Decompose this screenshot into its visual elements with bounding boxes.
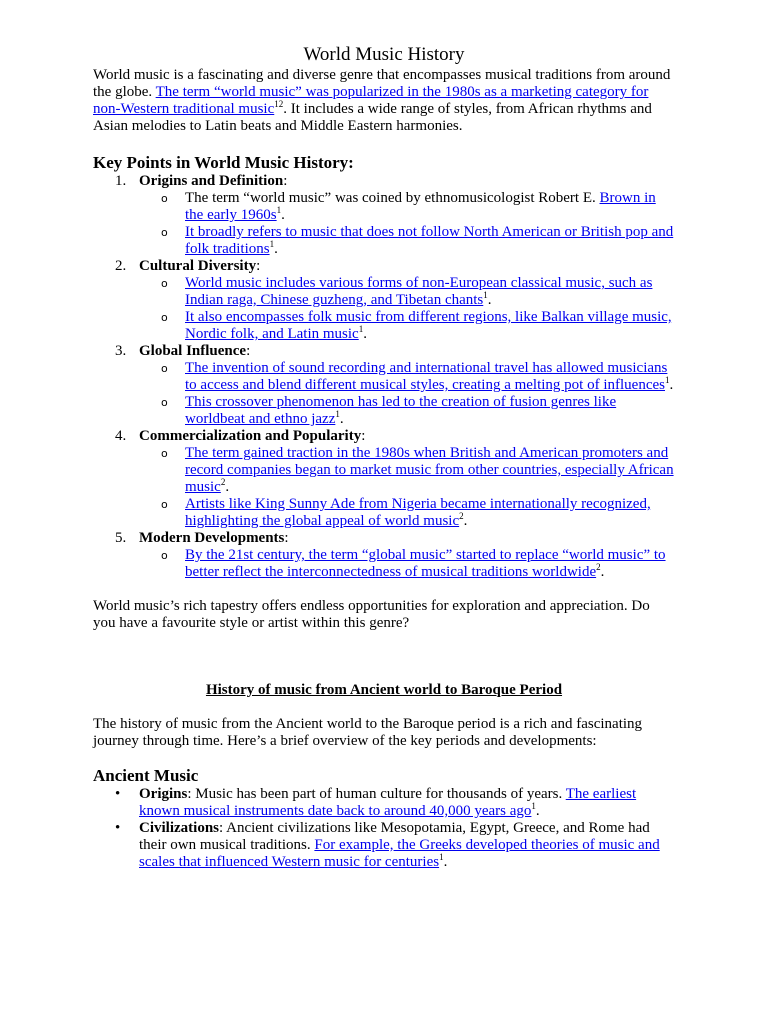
sub-point-item: [139, 309, 675, 343]
sub-point-link[interactable]: It also encompasses folk music from different regions, like Balkan village music, Nordic folk, and Latin music: [185, 309, 672, 342]
sub-point-tail: .: [274, 241, 278, 257]
sub-point-item: [139, 547, 675, 581]
key-point-label: Origins and Definition: [139, 173, 284, 189]
sub-point-link[interactable]: This crossover phenomenon has led to the creation of fusion genres like worldbeat and ethno jazz: [185, 394, 617, 427]
key-point-label: Modern Developments: [139, 530, 285, 546]
sub-point-tail: .: [363, 326, 367, 342]
key-point-item: 3. Global Influence: o The invention of sound recording and international travel has allowed musicians to access and blend different musical styles, creating a melting pot of influences$^1$. o This crossover phenomenon has led to the creation of fusion genres like worldbeat and ethno jazz$^1$.: [115, 343, 674, 427]
footnote-ref[interactable]: 1: [276, 205, 282, 215]
disc-bullet-icon: •: [115, 820, 121, 836]
sub-point-tail: .: [281, 207, 285, 223]
closing-paragraph: World music’s rich tapestry offers endless opportunities for exploration and appreciation. Do you have a favourite style or artist within this genre?: [93, 598, 650, 631]
ancient-item-tail: .: [443, 854, 448, 870]
intro-text: World music is a fascinating and diverse genre that encompasses musical traditions from around the globe.: [93, 67, 671, 100]
document-body: [93, 44, 675, 871]
sub-point-item: [139, 275, 675, 309]
footnote-ref[interactable]: 1: [335, 409, 340, 419]
sub-point-link[interactable]: The invention of sound recording and international travel has allowed musicians to access and blend different musical styles, creating a melting pot of influences: [185, 360, 668, 393]
sub-point-tail: .: [225, 479, 230, 495]
intro-text-end: . It includes a wide range of styles, from African rhythms and Asian melodies to Latin beats and Middle Eastern harmonies.: [93, 101, 652, 134]
disc-bullet-icon: •: [115, 786, 121, 802]
ancient-music-list: [93, 786, 675, 871]
sub-point-list: [139, 360, 675, 428]
circle-bullet-icon: o: [161, 192, 168, 205]
ancient-item-label: Civilizations: [139, 820, 220, 836]
list-number: 3.: [115, 343, 127, 359]
footnote-ref[interactable]: 1: [439, 852, 444, 862]
footnote-ref[interactable]: 2: [459, 511, 464, 521]
footnote-ref[interactable]: 1: [358, 324, 364, 334]
sub-point-tail: .: [669, 377, 674, 393]
circle-bullet-icon: o: [161, 311, 168, 324]
circle-bullet-icon: o: [161, 447, 168, 460]
sub-point-list: [139, 275, 675, 343]
sub-point-item: [139, 224, 675, 258]
circle-bullet-icon: o: [161, 498, 168, 511]
sub-point-link[interactable]: It broadly refers to music that does not follow North American or British pop and folk traditions: [185, 224, 674, 257]
sub-point-link[interactable]: The term gained traction in the 1980s when British and American promoters and record companies began to market music from other countries, especially African music: [185, 445, 674, 495]
circle-bullet-icon: o: [161, 226, 168, 239]
circle-bullet-icon: o: [161, 549, 168, 562]
sub-point-list: [139, 547, 675, 581]
page-title: World Music History: [303, 44, 465, 65]
key-point-item: 1. Origins and Definition: o The term “world music” was coined by ethnomusicologist Robert E. Brown in the early $1960s^1$. o It broadly refers to music that does not follow North American or British pop and folk traditions$^1$.: [115, 173, 674, 257]
sub-point-tail: .: [600, 564, 605, 580]
list-number: 5.: [115, 530, 127, 546]
ancient-item-label: Origins: [139, 786, 188, 802]
sub-point-item: [139, 360, 675, 394]
list-number: 1.: [115, 173, 127, 189]
sub-point-list: [139, 190, 675, 258]
sub-point-tail: .: [463, 513, 468, 529]
sub-point-text: The term “world music” was coined by ethnomusicologist Robert E.: [185, 190, 600, 206]
sub-point-link[interactable]: By the 21st century, the term “global music” started to replace “world music” to better reflect the interconnectedness of musical traditions worldwide: [185, 547, 666, 580]
list-number: 4.: [115, 428, 127, 444]
footnote-ref[interactable]: 12: [274, 99, 284, 109]
ancient-music-item: [93, 786, 675, 820]
ancient-music-heading: Ancient Music: [93, 766, 199, 785]
ancient-item-text: : Music has been part of human culture for thousands of years.: [187, 786, 566, 802]
sub-point-item: [139, 394, 675, 428]
history-intro-paragraph: The history of music from the Ancient world to the Baroque period is a rich and fascinating journey through time. Here’s a brief overview of the key periods and developments:: [93, 716, 643, 749]
key-point-item: 5. Modern Developments: o By the 21st century, the term “global music” started to replace “world music” to better reflect the interconnectedness of musical traditions worldwide$^2$.: [93, 530, 675, 581]
sub-point-link[interactable]: World music includes various forms of non-European classical music, such as Indian raga, Chinese guzheng, and Tibetan chants: [185, 275, 653, 308]
sub-point-tail: .: [339, 411, 344, 427]
ancient-item-link[interactable]: For example, the Greeks developed theories of music and scales that influenced Western music for centuries: [139, 837, 660, 870]
footnote-ref[interactable]: 2: [220, 477, 226, 487]
footnote-ref[interactable]: 1: [269, 239, 275, 249]
sub-point-link[interactable]: Brown in the early 1960s: [185, 190, 656, 223]
key-point-label: Global Influence: [139, 343, 247, 359]
key-point-label: Commercialization and Popularity: [139, 428, 362, 444]
key-point-item: 2. Cultural Diversity: o World music includes various forms of non-European classical music, such as Indian raga, Chinese guzheng, and Tibetan chants$^1$. o It also encompasses folk music from different regions, like Balkan village music, Nordic folk, and Latin music$^1$.: [93, 258, 675, 343]
sub-point-list: [139, 445, 675, 530]
intro-paragraph: [93, 67, 675, 135]
ancient-item-link[interactable]: The earliest known musical instruments date back to around 40,000 years ago: [139, 786, 637, 819]
sub-point-tail: .: [487, 292, 492, 308]
ancient-item-text: : Ancient civilizations like Mesopotamia, Egypt, Greece, and Rome had their own musical traditions.: [139, 820, 650, 853]
circle-bullet-icon: o: [161, 396, 168, 409]
sub-point-item: [139, 496, 675, 530]
footnote-ref[interactable]: 1: [665, 375, 670, 385]
sub-point-item: [139, 445, 675, 496]
sub-point-item: [139, 190, 675, 224]
key-point-item: 4. Commercialization and Popularity: o The term gained traction in the 1980s when British and American promoters and record companies began to market music from other countries, especially African music$^2$. o Artists like King Sunny Ade from Nigeria became internationally recognized, highlighting the global appeal of world music$^2$.: [115, 428, 674, 529]
sub-point-link[interactable]: Artists like King Sunny Ade from Nigeria became internationally recognized, highlighting the global appeal of world music: [185, 496, 651, 529]
key-points-heading: Key Points in World Music History:: [93, 153, 354, 172]
ancient-music-item: [93, 820, 675, 871]
circle-bullet-icon: o: [161, 277, 168, 290]
key-point-label: Cultural Diversity: [139, 258, 257, 274]
history-heading: History of music from Ancient world to Baroque Period: [205, 682, 563, 698]
ancient-item-tail: .: [535, 803, 540, 819]
intro-link[interactable]: The term “world music” was popularized in the 1980s as a marketing category for non-Western traditional music: [93, 84, 649, 117]
footnote-ref[interactable]: 1: [531, 801, 536, 811]
circle-bullet-icon: o: [161, 362, 168, 375]
footnote-ref[interactable]: 2: [596, 562, 601, 572]
list-number: 2.: [115, 258, 127, 274]
footnote-ref[interactable]: 1: [483, 290, 488, 300]
key-points-list: [93, 173, 675, 581]
